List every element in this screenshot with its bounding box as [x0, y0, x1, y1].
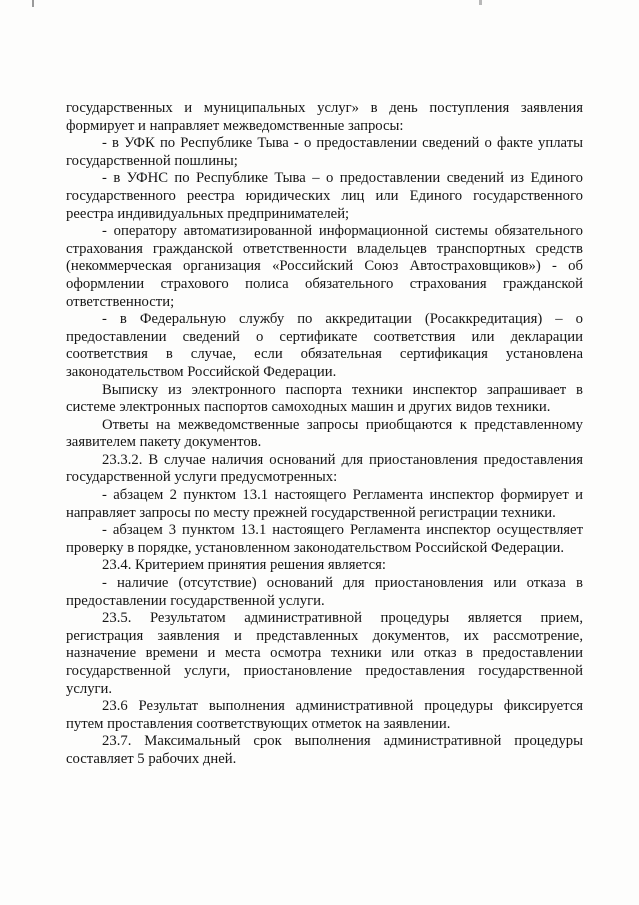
paragraph-23-3-2: 23.3.2. В случае наличия оснований для приостановления предоставления государственной услуги предусмотренных:	[66, 451, 583, 486]
paragraph-23-4: 23.4. Критерием принятия решения является:	[102, 557, 386, 574]
paragraph-osago-request: - оператору автоматизированной информационной системы обязательного страхования гражданской ответственности владельцев транспортных средств (некоммерческая организация «Российский Союз Автостраховщиков») - об оформлении страхового полиса обязательного страхования гражданской ответственности;	[66, 223, 583, 310]
paragraph-23-6: 23.6 Результат выполнения административной процедуры фиксируется путем проставления соответствующих отметок на заявлении.	[66, 698, 583, 732]
paragraph-rosakkreditatsiya-request: - в Федеральную службу по аккредитации (Росаккредитация) – о предоставлении сведений о сертификате соответствия или декларации соответствия в случае, если обязательная сертификация установлена законодательством Российской Федерации.	[66, 311, 583, 380]
paragraph-item-13-1-3: - абзацем 3 пунктом 13.1 настоящего Регламента инспектор осуществляет проверку в порядке, установленном законодательством Российской Федерации.	[66, 522, 583, 556]
paragraph-item-13-1-2: - абзацем 2 пунктом 13.1 настоящего Регламента инспектор формирует и направляет запросы по месту прежней государственной регистрации техники.	[66, 487, 583, 521]
paragraph-23-5: 23.5. Результатом административной процедуры является прием, регистрация заявления и представленных документов, их рассмотрение, назначение времени и места осмотра техники или отказ в предоставлении государственной услуги, приостановление предоставления государственной услуги.	[66, 610, 583, 697]
paragraph-criterion: - наличие (отсутствие) оснований для приостановления или отказа в предоставлении государственной услуги.	[66, 575, 583, 609]
paragraph-23-7: 23.7. Максимальный срок выполнения административной процедуры составляет 5 рабочих дней.	[66, 733, 583, 767]
document-body	[66, 100, 583, 769]
paragraph-continuation: государственных и муниципальных услуг» в день поступления заявления формирует и направляет межведомственные запросы:	[66, 100, 583, 134]
paragraph-ufns-request: - в УФНС по Республике Тыва – о предоставлении сведений из Единого государственного реестра юридических лиц или Единого государственного реестра индивидуальных предпринимателей;	[66, 170, 583, 222]
paragraph-electronic-passport: Выписку из электронного паспорта техники инспектор запрашивает в системе электронных паспортов самоходных машин и других видов техники.	[66, 381, 583, 416]
scan-artifact-mark	[32, 0, 34, 7]
scan-artifact-mark	[479, 0, 482, 5]
paragraph-ufk-request: - в УФК по Республике Тыва - о предоставлении сведений о факте уплаты государственной пошлины;	[66, 135, 583, 169]
paragraph-responses: Ответы на межведомственные запросы приобщаются к представленному заявителем пакету документов.	[66, 416, 583, 451]
